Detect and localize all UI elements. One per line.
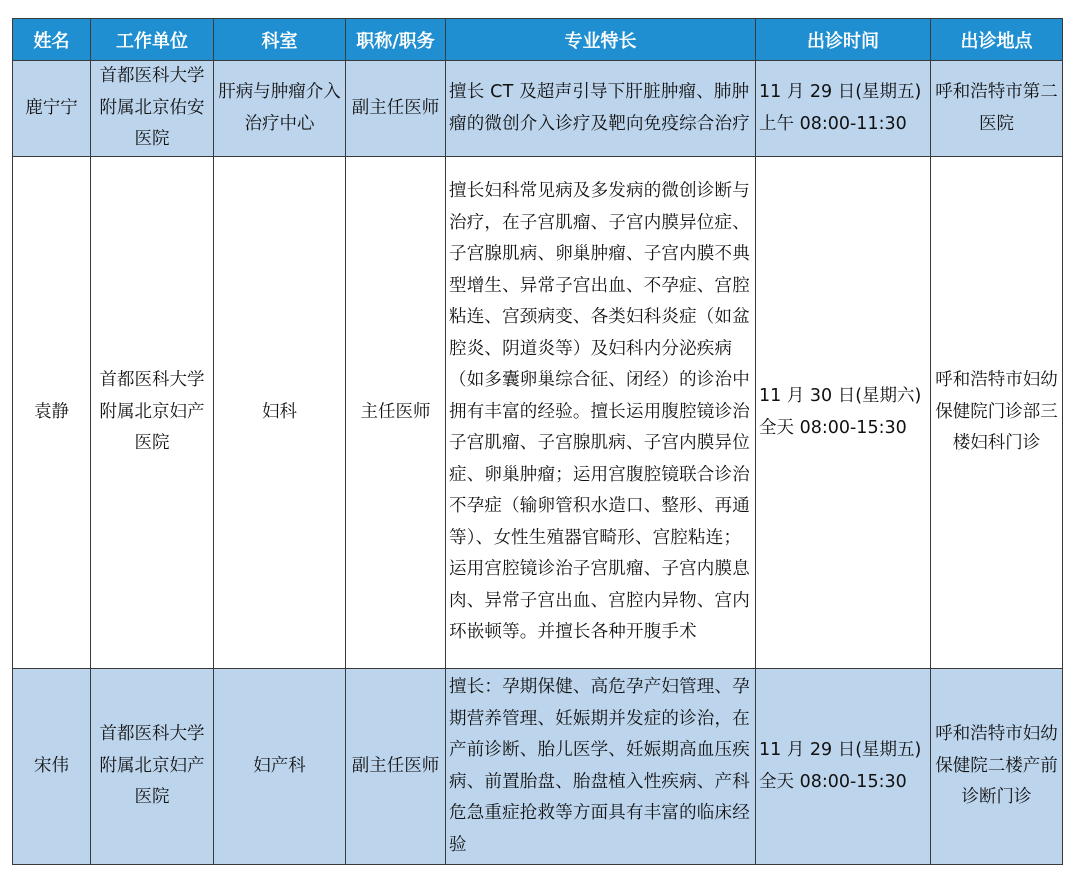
header-title: 职称/职务 xyxy=(346,19,446,61)
work-unit: 首都医科大学附属北京佑安医院 xyxy=(91,61,214,157)
clinic-date: 11 月 29 日(星期五) xyxy=(759,740,922,760)
table-row xyxy=(13,61,1063,157)
header-dept: 科室 xyxy=(214,19,346,61)
doctor-name: 鹿宁宁 xyxy=(13,61,91,157)
header-name: 姓名 xyxy=(13,19,91,61)
clinic-time xyxy=(756,157,931,669)
table-row xyxy=(13,669,1063,865)
work-unit: 首都医科大学附属北京妇产医院 xyxy=(91,157,214,669)
specialty: 擅长：孕期保健、高危孕产妇管理、孕期营养管理、妊娠期并发症的诊治，在产前诊断、胎儿医学、妊娠期高血压疾病、前置胎盘、胎盘植入性疾病、产科危急重症抢救等方面具有丰富的临床经验 xyxy=(446,669,756,865)
clinic-time xyxy=(756,61,931,157)
clinic-time xyxy=(756,669,931,865)
clinic-hours: 全天 08:00-15:30 xyxy=(759,771,907,792)
table-row xyxy=(13,157,1063,669)
header-time: 出诊时间 xyxy=(756,19,931,61)
doctor-name: 宋伟 xyxy=(13,669,91,865)
doctor-schedule-table xyxy=(12,18,1063,865)
clinic-hours: 上午 08:00-11:30 xyxy=(759,113,907,134)
clinic-hours: 全天 08:00-15:30 xyxy=(759,417,907,438)
specialty: 擅长妇科常见病及多发病的微创诊断与治疗，在子宫肌瘤、子宫内膜异位症、子宫腺肌病、卵巢肿瘤、子宫内膜不典型增生、异常子宫出血、不孕症、宫腔粘连、宫颈病变、各类妇科炎症（如盆腔炎、阴道炎等）及妇科内分泌疾病（如多囊卵巢综合征、闭经）的诊治中拥有丰富的经验。擅长运用腹腔镜诊治子宫肌瘤、子宫腺肌病、子宫内膜异位症、卵巢肿瘤；运用宫腹腔镜联合诊治不孕症（输卵管积水造口、整形、再通等）、女性生殖器官畸形、宫腔粘连；运用宫腔镜诊治子宫肌瘤、子宫内膜息肉、异常子宫出血、宫腔内异物、宫内环嵌顿等。并擅长各种开腹手术 xyxy=(446,157,756,669)
clinic-schedule xyxy=(12,18,1062,865)
table-header-row xyxy=(13,19,1063,61)
specialty: 擅长 CT 及超声引导下肝脏肿瘤、肺肿瘤的微创介入诊疗及靶向免疫综合治疗 xyxy=(446,61,756,157)
header-unit: 工作单位 xyxy=(91,19,214,61)
header-place: 出诊地点 xyxy=(931,19,1063,61)
doctor-name: 袁静 xyxy=(13,157,91,669)
header-specialty: 专业特长 xyxy=(446,19,756,61)
department: 肝病与肿瘤介入治疗中心 xyxy=(214,61,346,157)
clinic-place: 呼和浩特市妇幼保健院门诊部三楼妇科门诊 xyxy=(931,157,1063,669)
department: 妇科 xyxy=(214,157,346,669)
job-title: 主任医师 xyxy=(346,157,446,669)
job-title: 副主任医师 xyxy=(346,61,446,157)
job-title: 副主任医师 xyxy=(346,669,446,865)
work-unit: 首都医科大学附属北京妇产医院 xyxy=(91,669,214,865)
clinic-place: 呼和浩特市妇幼保健院二楼产前诊断门诊 xyxy=(931,669,1063,865)
clinic-date: 11 月 30 日(星期六) xyxy=(759,386,922,406)
clinic-place: 呼和浩特市第二医院 xyxy=(931,61,1063,157)
department: 妇产科 xyxy=(214,669,346,865)
clinic-date: 11 月 29 日(星期五) xyxy=(759,82,922,102)
